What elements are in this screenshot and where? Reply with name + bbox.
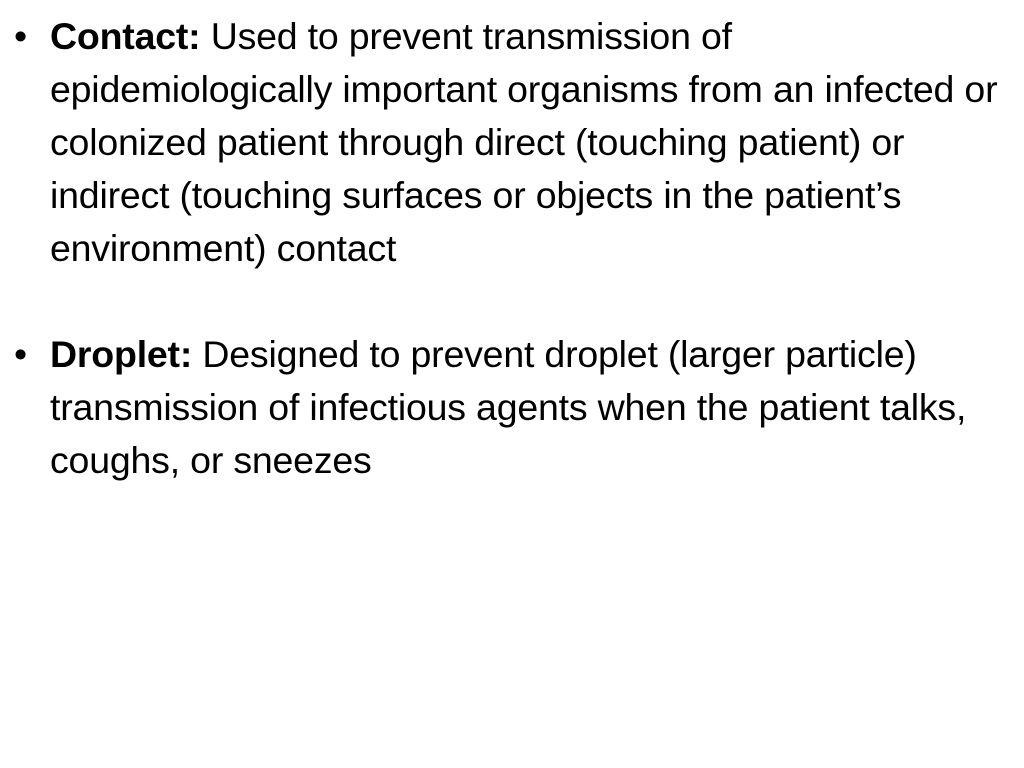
bullet-contact [14, 10, 1012, 275]
bullet-marker: • [14, 15, 27, 57]
bullet-text-contact: Used to prevent transmission of epidemiologically important organisms from an infected or colonized patient through direct (touching patient) or indirect (touching surfaces or objects in the patient’s environment) contact [50, 15, 998, 269]
bullet-droplet [14, 328, 1012, 487]
bullet-term-contact: Contact: [50, 15, 201, 57]
bullet-term-droplet: Droplet: [50, 333, 193, 375]
bullet-marker: • [14, 333, 27, 375]
bullet-text-droplet: Designed to prevent droplet (larger particle) transmission of infectious agents when the patient talks, coughs, or sneezes [50, 333, 967, 481]
bullet-list [14, 10, 1012, 487]
